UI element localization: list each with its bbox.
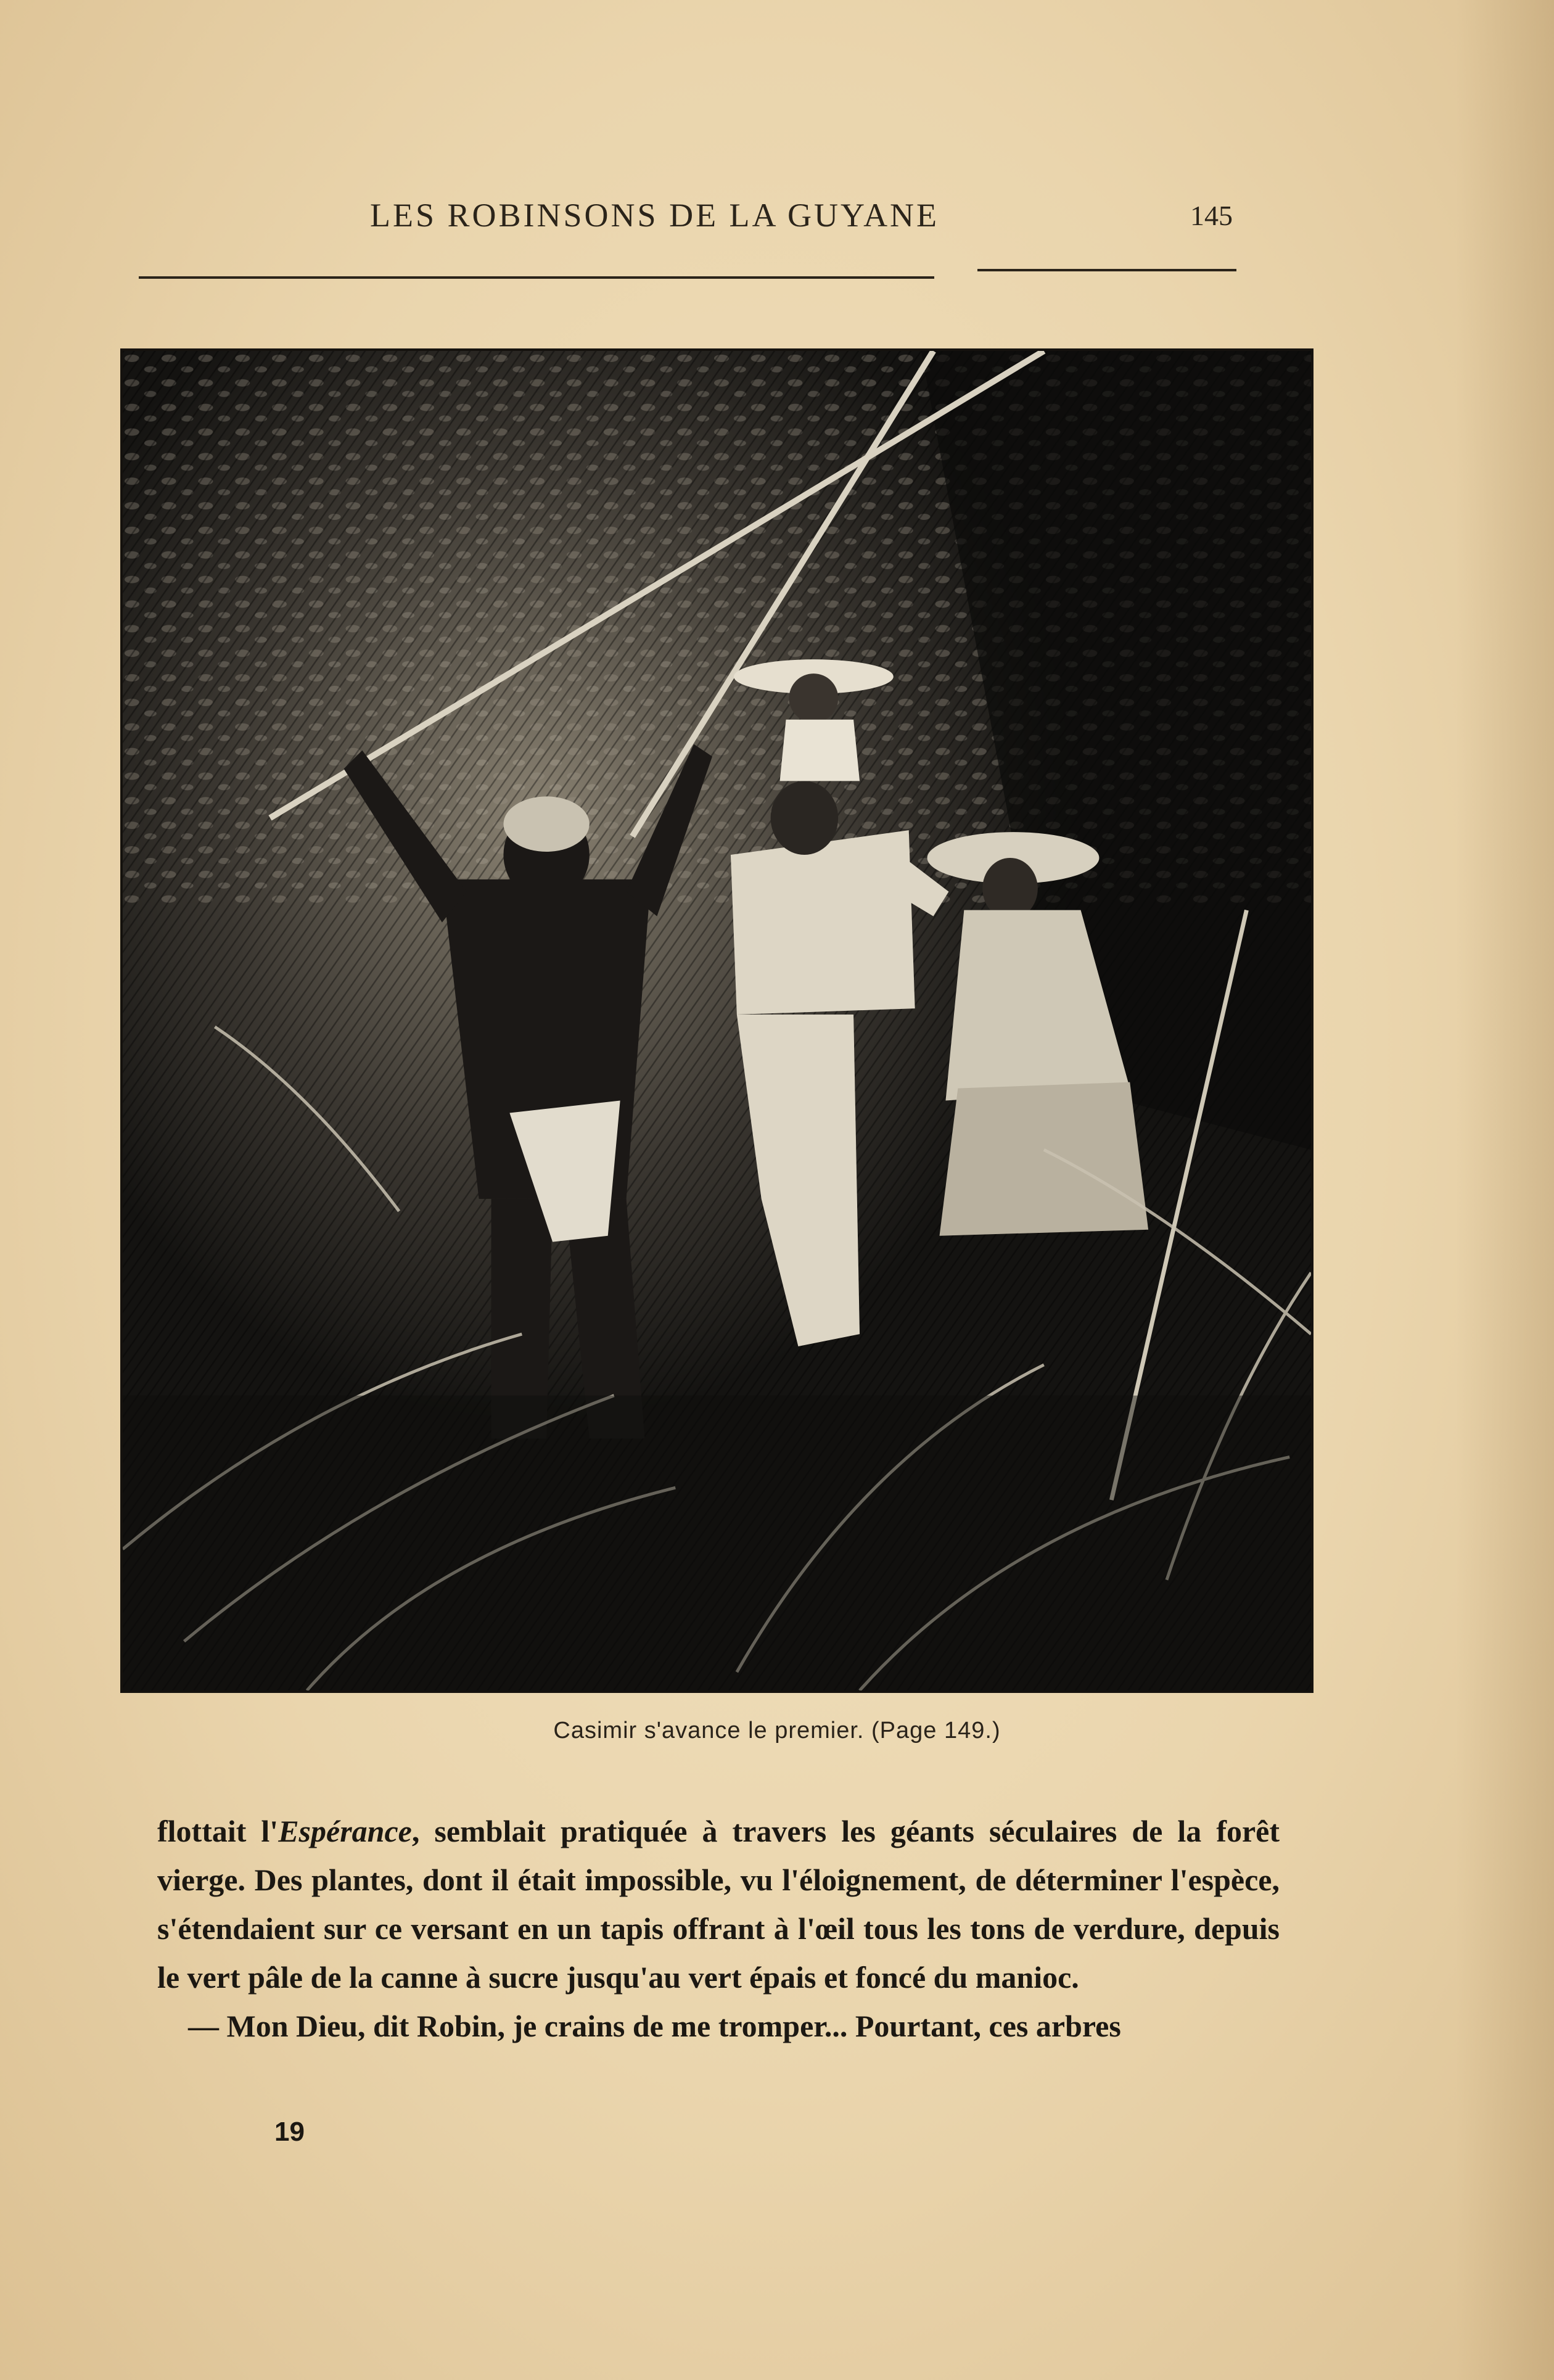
header-rule-left [139,276,934,279]
page-edge-shadow [1455,0,1554,2380]
illustration-caption: Casimir s'avance le premier. (Page 149.) [553,1718,1001,1744]
body-text [157,1807,1280,2051]
engraving-image [123,351,1311,1690]
paragraph-1 [157,1807,1280,2002]
page-header [139,196,1249,289]
engraving-illustration [120,348,1314,1693]
paragraph-1-rest: , semblait pratiquée à travers les géants séculaires de la forêt vierge. Des plantes, dont il était impossible, vu l'éloignement, de déterminer l'espèce, s'étendaient sur ce versant en un tapis offrant à l'œil tous les tons de verdure, depuis le vert pâle de la canne à sucre jusqu'au vert épais et foncé du manioc. [157,1814,1280,1995]
paragraph-2: — Mon Dieu, dit Robin, je crains de me tromper... Pourtant, ces arbres [188,2009,1121,2043]
signature-mark: 19 [274,2117,305,2147]
header-rule-right [977,269,1236,271]
ship-name: Espérance [278,1814,412,1848]
page-number: 145 [1190,200,1233,231]
paragraph-1-start: flottait l' [157,1814,279,1848]
running-title: LES ROBINSONS DE LA GUYANE [370,197,940,234]
